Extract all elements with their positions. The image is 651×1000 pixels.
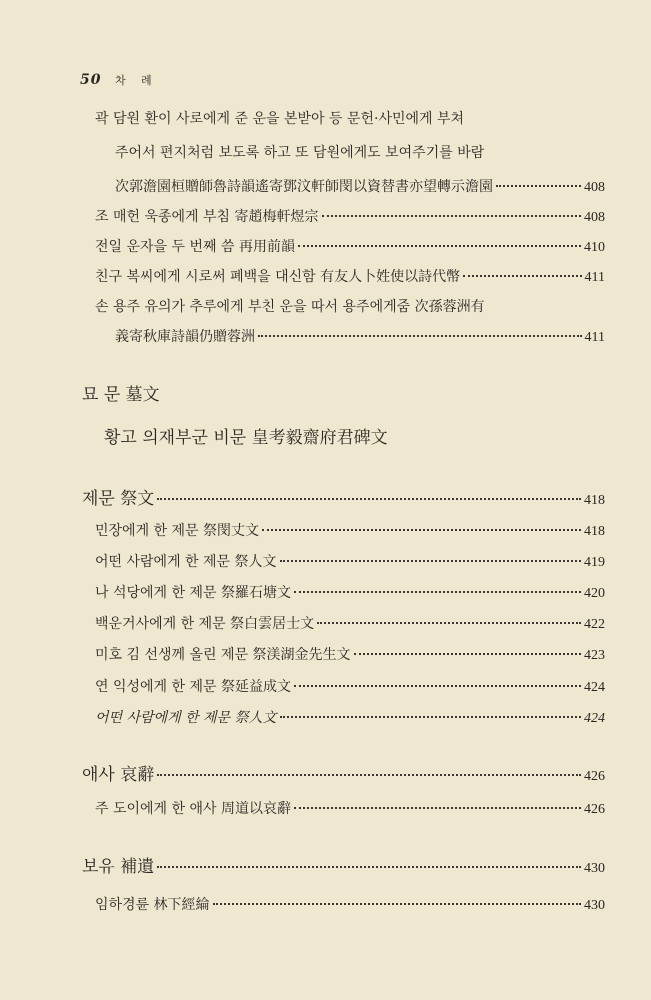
page-ref: 424 (584, 680, 605, 695)
dot-leader (294, 591, 581, 593)
toc-entry: 연 익성에게 한 제문 祭延益成文 424 (95, 679, 605, 695)
toc-entry: 전일 운자을 두 번째 씀 再用前韻 410 (95, 239, 605, 255)
dot-leader (322, 215, 581, 217)
section-heading: 묘 문 墓文 (82, 385, 160, 405)
page-ref: 418 (584, 493, 605, 508)
page-ref: 423 (584, 648, 605, 663)
page-ref: 430 (584, 861, 605, 876)
toc-entry: 임하경륜 林下經綸 430 (95, 897, 605, 913)
toc-entry: 주어서 편지처럼 보도록 하고 또 담원에게도 보여주기를 바람 (115, 145, 485, 161)
toc-entry: 조 매헌 욱종에게 부침 寄趙梅軒煜宗 408 (95, 209, 605, 225)
dot-leader (354, 653, 582, 655)
dot-leader (294, 685, 581, 687)
dot-leader (298, 245, 581, 247)
toc-entry: 백운거사에게 한 제문 祭白雲居士文 422 (95, 616, 605, 632)
toc-entry: 어떤 사람에게 한 제문 祭人文 424 (95, 710, 605, 726)
page-header (80, 72, 158, 88)
dot-leader (463, 275, 581, 277)
toc-entry: 次郭澹園桓贈師魯詩韻遙寄鄧汶軒師閔以資替書亦望轉示澹園 408 (115, 179, 605, 195)
dot-leader (496, 185, 581, 187)
toc-entry: 황고 의재부군 비문 皇考毅齋府君碑文 (104, 428, 388, 448)
page-ref: 410 (584, 240, 605, 255)
toc-entry: 친구 복씨에게 시로써 폐백을 대신함 有友人卜姓使以詩代幣 411 (95, 269, 605, 285)
toc-entry: 나 석당에게 한 제문 祭羅石塘文 420 (95, 585, 605, 601)
section-heading: 제문 祭文 418 (82, 489, 605, 509)
page-ref: 418 (584, 524, 605, 539)
page-ref: 411 (584, 270, 605, 285)
page-ref: 426 (584, 802, 605, 817)
section-heading: 보유 補遺 430 (82, 857, 605, 877)
dot-leader (157, 498, 581, 500)
page-ref: 411 (584, 330, 605, 345)
page-ref: 426 (584, 769, 605, 784)
dot-leader (258, 335, 582, 337)
dot-leader (157, 866, 581, 868)
toc-entry: 민장에게 한 제문 祭閔丈文 418 (95, 523, 605, 539)
page-ref: 422 (584, 617, 605, 632)
page-ref: 424 (584, 711, 605, 726)
page-number: 50 (80, 72, 102, 88)
dot-leader (280, 716, 581, 718)
page-ref: 419 (584, 555, 605, 570)
dot-leader (280, 560, 581, 562)
toc-entry: 어떤 사람에게 한 제문 祭人文 419 (95, 554, 605, 570)
toc-entry: 미호 김 선생께 올린 제문 祭渼湖金先生文 423 (95, 647, 605, 663)
section-heading: 애사 哀辭 426 (82, 765, 605, 785)
dot-leader (213, 903, 581, 905)
toc-entry: 義寄秋庫詩韻仍贈蓉洲 411 (115, 329, 605, 345)
dot-leader (294, 807, 581, 809)
page-ref: 420 (584, 586, 605, 601)
page-ref: 408 (584, 180, 605, 195)
page-ref: 430 (584, 898, 605, 913)
toc-entry: 주 도이에게 한 애사 周道以哀辭 426 (95, 801, 605, 817)
dot-leader (317, 622, 581, 624)
running-title: 차 례 (114, 74, 158, 87)
toc-entry: 곽 담원 환이 사로에게 준 운을 본받아 등 문헌·사민에게 부쳐 (95, 111, 465, 127)
toc-entry: 손 용주 유의가 추루에게 부친 운을 따서 용주에게줌 次孫蓉洲有 (95, 299, 485, 315)
dot-leader (262, 529, 581, 531)
dot-leader (157, 774, 581, 776)
page-ref: 408 (584, 210, 605, 225)
